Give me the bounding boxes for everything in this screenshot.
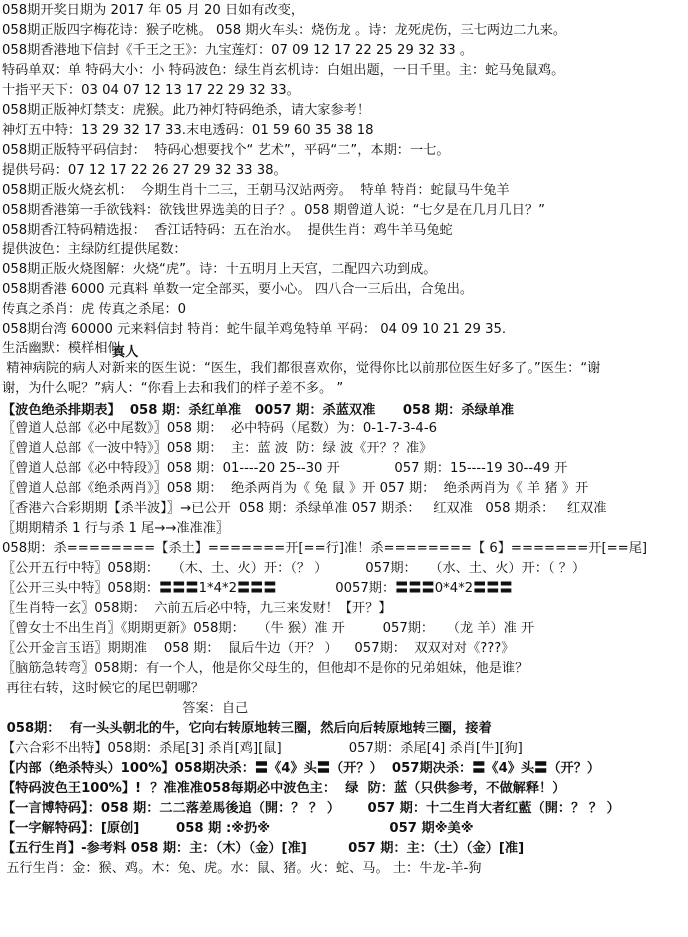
text-line: 058期正版四字梅花诗：猴子吃桃。 058 期火车头：烧伤龙 。诗：龙死虎伤，三七两边二九来。 — [2, 23, 567, 38]
text-line: 058期香港地下信封《千王之王》：九宝莲灯：07 09 12 17 22 25 29 32 33 。 — [2, 43, 474, 58]
text-line: 〖曾道人总部《绝杀两肖》〗058 期： 绝杀两肖为《 兔 鼠 》开 057 期： 绝杀两肖为《 羊 猪 》开 — [2, 481, 589, 496]
text-line: 【内部（绝杀特头）100%】058期决杀：〓《4》头〓（开？） 057期决杀：〓《4》头〓（开？） — [2, 761, 601, 776]
text-line: 058期正版火烧图解：火烧“虎”。诗：十五明月上天宫，二配四六功到成。 — [2, 262, 437, 277]
text-line: 【一字解特码】：[原创] 058 期 :※扔※ 057 期※美※ — [2, 821, 474, 836]
text-line: 传真之杀肖：虎 传真之杀尾：0 — [2, 302, 187, 317]
text-line: 特码单双：单 特码大小：小 特码波色：绿生肖玄机诗：白姐出题，一日千里。主：蛇马兔鼠鸡。 — [2, 63, 565, 78]
text-line: 058期香港第一手欲钱料：欲钱世界选美的日子？。058 期曾道人说：“七夕是在几月几日？” — [2, 203, 545, 218]
text-line: 再往右转，这时候它的尾巴朝哪？ — [2, 681, 205, 696]
text-line: 神灯五中特：13 29 32 17 33.末电透码：01 59 60 35 38 18 — [2, 123, 374, 138]
text-line: 【波色绝杀排期表】 058 期：杀红单准 0057 期：杀蓝双准 058 期：杀绿单准 — [2, 403, 515, 418]
text-line: 058期香江特码精选报： 香江话特码：五在治水。 提供生肖：鸡牛羊马兔蛇 — [2, 223, 453, 238]
text-line: 058期香港 6000 元真料 单数一定全部买，要小心。 四八合一三后出，合兔出。 — [2, 282, 474, 297]
text-line: 十指平天下：03 04 07 12 13 17 22 29 32 33。 — [2, 83, 300, 98]
text-line: 〖公开金言玉语〗期期准 058 期： 鼠后牛边（开？ ） 057期： 双双对对《???》 — [2, 641, 515, 656]
overlay-text: 真人 — [112, 345, 139, 360]
text-line: 〖公开三头中特〗058期：〓〓〓1*4*2〓〓〓 0057期：〓〓〓0*4*2〓〓〓 — [2, 581, 513, 596]
text-line: 058期开奖日期为 2017 年 05 月 20 日如有改变， — [2, 3, 305, 18]
text-line: 谢，为什么呢？”病人：“你看上去和我们的样子差不多。 ” — [2, 381, 344, 396]
text-line: 〖曾道人总部《必中尾数》〗058 期： 必中特码（尾数）为：0-1-7-3-4-6 — [2, 421, 437, 436]
text-line: 〖香港六合彩期期【杀半波】〗→已公开 058 期：杀绿单准 057 期杀： 红双准 058 期杀： 红双准 — [2, 501, 607, 516]
text-line: 〖曾道人总部《必中特段》〗058 期：01----20 25--30 开 057 期：15----19 30--49 开 — [2, 461, 568, 476]
text-line: 【五行生肖】-参考料 058 期：主：（木）（金）[准] 057 期：主：（土）（金）[准] — [2, 841, 525, 856]
text-line: 提供波色：主绿防红提供尾数： — [2, 242, 187, 257]
text-line: 五行生肖：金：猴、鸡。木：兔、虎。水：鼠、猪。火：蛇、马。 土：牛龙-羊-狗 — [2, 861, 482, 876]
text-line: 〖脑筋急转弯〗058期：有一个人，他是你父母生的，但他却不是你的兄弟姐妹，他是谁？ — [2, 661, 529, 676]
text-line: 058期正版神灯禁支：虎猴。此乃神灯特码绝杀，请大家参考！ — [2, 103, 371, 118]
text-line: 精神病院的病人对新来的医生说：“医生，我们都很喜欢你，觉得你比以前那位医生好多了。”医生：“谢 — [2, 361, 601, 376]
text-line: 058期台湾 60000 元来料信封 特肖：蛇牛鼠羊鸡兔特单 平码： 04 09 10 21 29 35. — [2, 322, 507, 337]
text-line: 生活幽默：模样相似 — [2, 341, 121, 356]
text-line: 〖期期精杀 1 行与杀 1 尾→→准准准〗 — [2, 521, 230, 536]
text-line: 058期正版火烧玄机： 今期生肖十二三，王朝马汉站两旁。 特单 特肖：蛇鼠马牛兔羊 — [2, 183, 510, 198]
text-line: 〖曾女士不出生肖〗《期期更新》058期： （牛 猴）准 开 057期： （龙 羊）准 开 — [2, 621, 535, 636]
text-line: 058期：杀========【杀土】=======开[==行]准！杀========【 6】=======开[==尾] — [2, 541, 648, 556]
text-line: 058期： 有一头头朝北的牛，它向右转原地转三圈，然后向后转原地转三圈，接着 — [2, 721, 492, 736]
text-line: 〖公开五行中特〗058期： （木、土、火）开：（？ ） 057期： （水、土、火）开：（ ？） — [2, 561, 586, 576]
text-line: 【六合彩不出特】058期：杀尾[3] 杀肖[鸡][鼠] 057期：杀尾[4] 杀肖[牛][狗] — [2, 741, 523, 756]
text-line: 〖生肖特一玄〗058期： 六前五后必中特，九三来发财！【开？】 — [2, 601, 392, 616]
text-line: 【一言博特码】：058 期：二二落差馬後追（開：？ ？ ） 057 期：十二生肖大者红藍（開：？ ？ ） — [2, 801, 620, 816]
text-line: 答案：自己 — [2, 701, 249, 716]
text-line: 058期正版特平码信封： 特码心想要找个“ 艺术”，平码“二”，本期：一七。 — [2, 143, 450, 158]
text-line: 〖曾道人总部《一波中特》〗058 期： 主：蓝 波 防：绿 波《开？？准》 — [2, 441, 433, 456]
text-line: 提供号码：07 12 17 22 26 27 29 32 33 38。 — [2, 163, 287, 178]
text-line: 【特码波色王100%】! ？准准准058每期必中波色主： 绿 防：蓝（只供参考，不做解释！） — [2, 781, 566, 796]
